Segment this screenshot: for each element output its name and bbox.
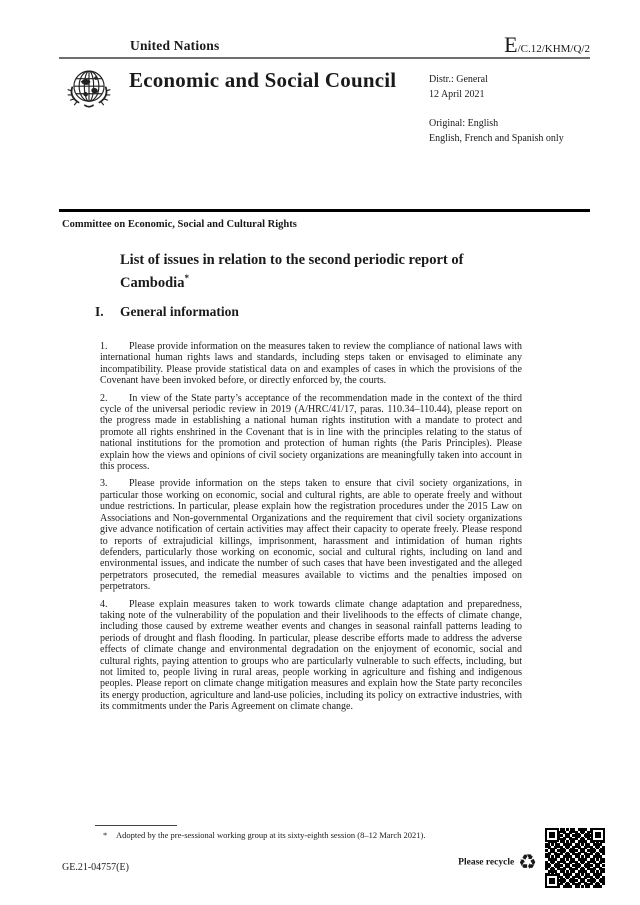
paragraph-text: Please explain measures taken to work towards climate change adaptation and preparedness, taking note of the vulnerability of the population and their livelihoods to the effects of climate change, including those caused by extreme weather events and changes in seasonal rainfall patterns leading to periods of drought and flash flooding. In particular, please describe efforts made to address the adverse effects of climate change and environmental degradation on the enjoyment of economic, social and cultural rights, paying attention to groups who are particularly vulnerable to such effects, including, but not limited to, people living in rural areas, people working in agriculture and fishing and indigenous peoples. Please report on climate change mitigation measures and explain how the State party reconciles its energy production, agriculture and land-use policies, including its policy on extractive industries, with its commitments under the Paris Agreement on climate change. bbox=[100, 598, 522, 713]
footnote-marker: * bbox=[103, 830, 108, 840]
document-symbol-initial: E bbox=[504, 32, 518, 57]
recycle-icon: ♻ bbox=[518, 850, 537, 874]
paragraph-number: 4. bbox=[100, 598, 108, 610]
date-line: 12 April 2021 bbox=[429, 88, 485, 100]
paragraph-text: In view of the State party’s acceptance of the recommendation made in the context of the third cycle of the universal periodic review in 2019 (A/HRC/41/17, paras. 110.34–110.44), please report on the progress made in establishing a national human rights institution with a mandate to protect and promote all rights enshrined in the Covenant that is in line with the principles relating to the status of national institutions for the promotion and protection of human rights (the Paris Principles). Please explain how the views and opinions of civil society organizations are meaningfully taken into account in this process. bbox=[100, 392, 522, 473]
document-code: GE.21-04757(E) bbox=[62, 862, 129, 873]
footnote-divider bbox=[95, 825, 177, 826]
paragraph-number: 1. bbox=[100, 341, 108, 352]
qr-code bbox=[545, 828, 605, 888]
paragraph-number: 3. bbox=[100, 478, 108, 490]
section-heading bbox=[95, 304, 239, 320]
paragraph-number: 2. bbox=[100, 392, 108, 404]
section-heading-text: General information bbox=[120, 304, 239, 319]
committee-name: Committee on Economic, Social and Cultural Rights bbox=[62, 219, 297, 230]
document-title-text: List of issues in relation to the second periodic report of Cambodia bbox=[120, 252, 464, 291]
original-language-line: Original: English bbox=[429, 118, 499, 129]
qr-finder-bottom-left bbox=[545, 874, 559, 888]
paragraph-list bbox=[100, 341, 522, 719]
paragraph-text: Please provide information on the steps taken to ensure that civil society organizations, in particular those working on economic, social and cultural rights, are able to operate freely and without undue restrictions. In particular, please explain how the registration procedures under the 2015 Law on Associations and Non-governmental Organizations and the requirement that civil society organizations give advance notification of certain activities may affect their capacity to operate freely. Please respond to reports of extrajudicial killings, imprisonment, harassment and intimidation of human rights defenders, particularly those working on economic, social and cultural rights, including on land and environmental issues, and indicate the number of such cases that have been investigated and the alleged perpetrators prosecuted, the remedial measures available to victims and the penalties imposed on perpetrators. bbox=[100, 478, 522, 593]
paragraph bbox=[100, 478, 522, 592]
recycle-label: Please recycle bbox=[458, 857, 515, 868]
document-title bbox=[120, 251, 510, 292]
language-block bbox=[429, 117, 564, 146]
footnote bbox=[103, 830, 513, 840]
org-name: United Nations bbox=[130, 38, 220, 53]
paragraph bbox=[100, 393, 522, 473]
un-emblem-icon bbox=[60, 63, 118, 121]
distribution-block bbox=[429, 73, 488, 102]
qr-finder-top-right bbox=[591, 828, 605, 842]
document-symbol-rest: /C.12/KHM/Q/2 bbox=[517, 43, 590, 55]
distr-line: Distr.: General bbox=[429, 74, 488, 85]
languages-line: English, French and Spanish only bbox=[429, 132, 564, 144]
title-footnote-marker: * bbox=[184, 273, 189, 283]
paragraph bbox=[100, 599, 522, 713]
qr-finder-top-left bbox=[545, 828, 559, 842]
paragraph-text: Please provide information on the measures taken to review the compliance of national laws with international human rights laws and standards, including steps taken or envisaged to eliminate any incompatibility. Please provide statistical data on and examples of cases in which the provisions of the Covenant have been invoked before, or directly enforced by, the courts. bbox=[100, 341, 522, 387]
section-numeral: I. bbox=[95, 304, 104, 319]
footnote-text: Adopted by the pre-sessional working group at its sixty-eighth session (8–12 March 2021). bbox=[116, 830, 426, 840]
header-divider bbox=[59, 57, 590, 59]
council-title: Economic and Social Council bbox=[129, 68, 397, 92]
recycle-notice bbox=[442, 852, 537, 873]
document-symbol bbox=[504, 32, 590, 58]
paragraph bbox=[100, 341, 522, 387]
section-divider bbox=[59, 209, 590, 212]
